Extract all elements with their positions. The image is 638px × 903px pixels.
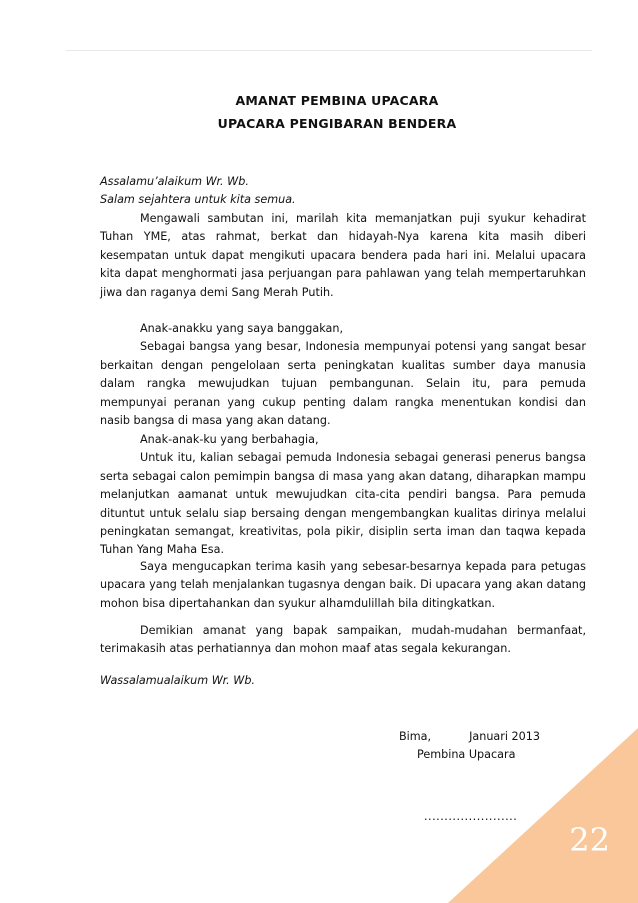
paragraph-youth (100, 431, 586, 560)
document-subtitle: UPACARA PENGIBARAN BENDERA (217, 116, 457, 131)
paragraph-4-text: Saya mengucapkan terima kasih yang sebesar-besarnya kepada para petugas upacara yang telah menjalankan tugasnya dengan baik. Di upacara yang akan datang mohon bisa dipertahankan dan syukur alhamdulillah bila ditingkatkan. (100, 560, 586, 610)
signature-name-line: ....................... (424, 810, 518, 823)
page-number: 22 (569, 821, 610, 859)
signature-month-year: Januari 2013 (469, 730, 541, 743)
greeting-line-2: Salam sejahtera untuk kita semua. (100, 193, 296, 207)
paragraph-1-text: Mengawali sambutan ini, marilah kita memanjatkan puji syukur kehadirat Tuhan YME, atas rahmat, berkat dan hidayah-Nya karena kita masih diberi kesempatan untuk dapat mengikuti upacara bendera pada hari ini. Melalui upacara kita dapat menghormati jasa perjuangan para pahlawan yang telah mempertaruhkan jiwa dan raganya demi Sang Merah Putih. (100, 212, 586, 299)
corner-triangle-decoration (448, 728, 638, 903)
signature-role: Pembina Upacara (417, 748, 516, 761)
paragraph-potential (100, 320, 586, 430)
paragraph-thanks (100, 558, 586, 613)
paragraph-2-salutation: Anak-anakku yang saya banggakan, (140, 322, 344, 335)
paragraph-2-text: Sebagai bangsa yang besar, Indonesia mempunyai potensi yang sangat besar berkaitan dengan pengelolaan serta peningkatan kualitas sumber daya manusia dalam rangka mewujudkan tujuan pembangunan. Selain itu, para pemuda mempunyai peranan yang cukup penting dalam rangka menentukan kondisi dan nasib bangsa di masa yang akan datang. (100, 340, 586, 428)
paragraph-5-line-1: Demikian amanat yang bapak sampaikan, mudah-mudahan bermanfaat, (140, 624, 586, 637)
paragraph-closing-remarks (100, 622, 586, 659)
paragraph-5-line-2: terimakasih atas perhatiannya dan mohon maaf atas segala kekurangan. (100, 642, 511, 656)
paragraph-3-salutation: Anak-anak-ku yang berbahagia, (140, 433, 319, 446)
top-divider (66, 50, 592, 51)
closing-salutation (100, 672, 586, 690)
greeting (100, 173, 586, 210)
greeting-line-1: Assalamu’alaikum Wr. Wb. (100, 175, 249, 188)
signature-place: Bima, (399, 730, 432, 743)
paragraph-3-text: Untuk itu, kalian sebagai pemuda Indonesia sebagai generasi penerus bangsa serta sebagai calon pemimpin bangsa di masa yang akan datang, diharapkan mampu melanjutkan aamanat untuk mewujudkan cita-cita pendiri bangsa. Para pemuda dituntut untuk selalu siap bersaing dengan mengembangkan kualitas dirinya melalui peningkatan semangat, kreativitas, pola pikir, disiplin serta iman dan taqwa kepada Tuhan Yang Maha Esa. (100, 451, 586, 557)
paragraph-opening (100, 210, 586, 302)
document-title: AMANAT PEMBINA UPACARA (235, 93, 439, 108)
closing-text: Wassalamualaikum Wr. Wb. (100, 674, 255, 687)
